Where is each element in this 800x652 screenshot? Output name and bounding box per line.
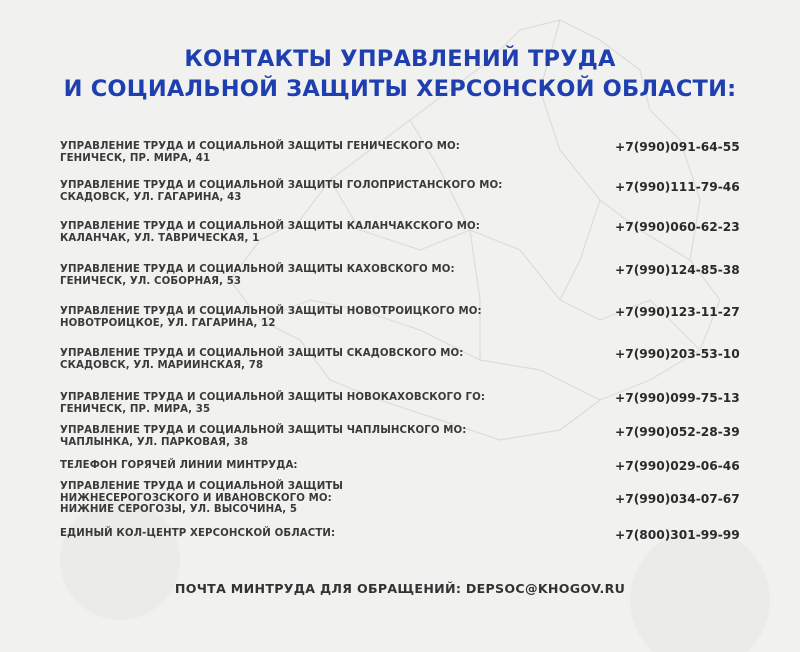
title-line-2: И СОЦИАЛЬНОЙ ЗАЩИТЫ ХЕРСОНСКОЙ ОБЛАСТИ:	[63, 76, 737, 102]
organization-name: УПРАВЛЕНИЕ ТРУДА И СОЦИАЛЬНОЙ ЗАЩИТЫ СКАДОВСКОГО МО:	[60, 348, 464, 359]
title-line-1: КОНТАКТЫ УПРАВЛЕНИЙ ТРУДА	[184, 46, 616, 72]
contact-organization	[60, 180, 580, 203]
contact-phone[interactable]: +7(990)034-07-67	[615, 492, 740, 506]
organization-address: ЧАПЛЫНКА, УЛ. ПАРКОВАЯ, 38	[60, 436, 249, 448]
contact-organization	[60, 460, 580, 472]
contact-organization	[60, 528, 580, 540]
organization-name: УПРАВЛЕНИЕ ТРУДА И СОЦИАЛЬНОЙ ЗАЩИТЫ НОВОКАХОВСКОГО ГО:	[60, 392, 486, 403]
organization-name: УПРАВЛЕНИЕ ТРУДА И СОЦИАЛЬНОЙ ЗАЩИТЫ	[60, 481, 344, 492]
contact-phone[interactable]: +7(990)203-53-10	[615, 347, 740, 361]
page-title	[0, 44, 800, 104]
contact-organization	[60, 481, 580, 516]
contact-phone[interactable]: +7(800)301-99-99	[615, 528, 740, 542]
contact-phone[interactable]: +7(990)060-62-23	[615, 220, 740, 234]
contact-phone[interactable]: +7(990)029-06-46	[615, 459, 740, 473]
organization-address: НОВОТРОИЦКОЕ, УЛ. ГАГАРИНА, 12	[60, 317, 276, 329]
organization-address: СКАДОВСК, УЛ. МАРИИНСКАЯ, 78	[60, 359, 264, 371]
organization-address: КАЛАНЧАК, УЛ. ТАВРИЧЕСКАЯ, 1	[60, 232, 260, 244]
contact-organization	[60, 348, 580, 371]
organization-address: ГЕНИЧЕСК, ПР. МИРА, 35	[60, 403, 211, 415]
contact-organization	[60, 264, 580, 287]
organization-name: УПРАВЛЕНИЕ ТРУДА И СОЦИАЛЬНОЙ ЗАЩИТЫ КАЛАНЧАКСКОГО МО:	[60, 221, 480, 232]
contact-phone[interactable]: +7(990)091-64-55	[615, 140, 740, 154]
contact-organization	[60, 141, 580, 164]
organization-address: СКАДОВСК, УЛ. ГАГАРИНА, 43	[60, 191, 242, 203]
contact-phone[interactable]: +7(990)052-28-39	[615, 425, 740, 439]
organization-name: УПРАВЛЕНИЕ ТРУДА И СОЦИАЛЬНОЙ ЗАЩИТЫ НОВОТРОИЦКОГО МО:	[60, 306, 482, 317]
organization-address: НИЖНИЕ СЕРОГОЗЫ, УЛ. ВЫСОЧИНА, 5	[60, 504, 298, 515]
contact-phone[interactable]: +7(990)123-11-27	[615, 305, 740, 319]
contact-organization	[60, 306, 580, 329]
organization-name-continued: НИЖНЕСЕРОГОЗСКОГО И ИВАНОВСКОГО МО:	[60, 492, 332, 504]
contact-organization	[60, 221, 580, 244]
organization-name: ЕДИНЫЙ КОЛ-ЦЕНТР ХЕРСОНСКОЙ ОБЛАСТИ:	[60, 528, 336, 539]
organization-address: ГЕНИЧЕСК, УЛ. СОБОРНАЯ, 53	[60, 275, 242, 287]
contact-organization	[60, 392, 580, 415]
contact-phone[interactable]: +7(990)124-85-38	[615, 263, 740, 277]
email-footer: ПОЧТА МИНТРУДА ДЛЯ ОБРАЩЕНИЙ: DEPSOC@KHOGOV.RU	[174, 581, 626, 596]
organization-name: УПРАВЛЕНИЕ ТРУДА И СОЦИАЛЬНОЙ ЗАЩИТЫ КАХОВСКОГО МО:	[60, 264, 455, 275]
organization-name: ТЕЛЕФОН ГОРЯЧЕЙ ЛИНИИ МИНТРУДА:	[60, 460, 298, 471]
organization-address: ГЕНИЧЕСК, ПР. МИРА, 41	[60, 152, 211, 164]
organization-name: УПРАВЛЕНИЕ ТРУДА И СОЦИАЛЬНОЙ ЗАЩИТЫ ЧАПЛЫНСКОГО МО:	[60, 425, 467, 436]
contact-phone[interactable]: +7(990)099-75-13	[615, 391, 740, 405]
contact-phone[interactable]: +7(990)111-79-46	[615, 180, 740, 194]
organization-name: УПРАВЛЕНИЕ ТРУДА И СОЦИАЛЬНОЙ ЗАЩИТЫ ГОЛОПРИСТАНСКОГО МО:	[60, 180, 503, 191]
organization-name: УПРАВЛЕНИЕ ТРУДА И СОЦИАЛЬНОЙ ЗАЩИТЫ ГЕНИЧЕСКОГО МО:	[60, 141, 460, 152]
contact-organization	[60, 425, 580, 448]
